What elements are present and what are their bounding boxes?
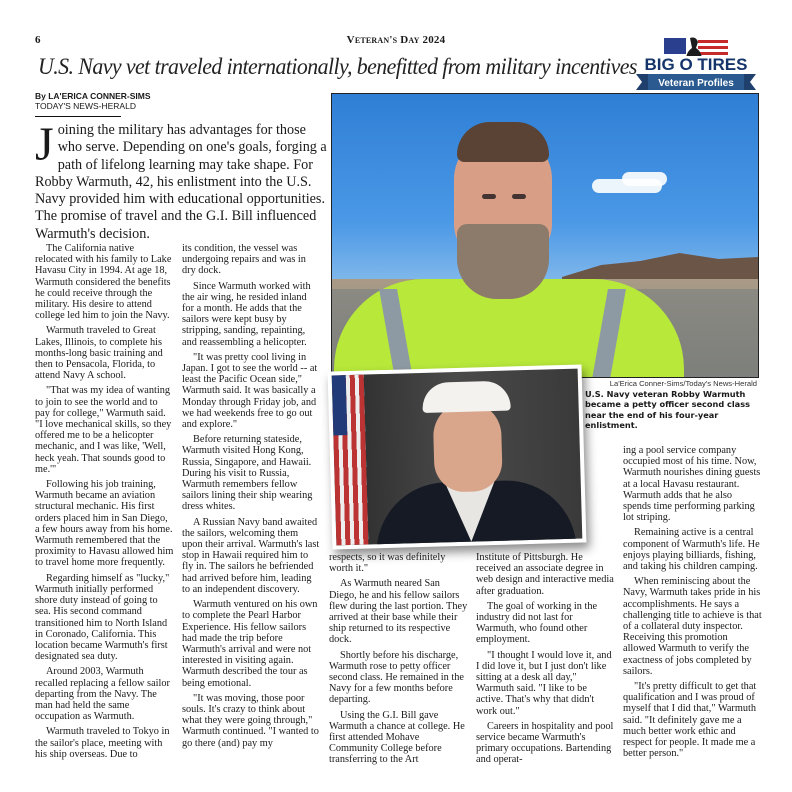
drop-cap: J: [35, 118, 54, 171]
paragraph: A Russian Navy band awaited the sailors, welcoming them upon their arrival. Warmuth's last stop in Hawaii required him to fly in. The sailors he befriended had arrived before him, leading to an independent discovery.: [182, 516, 320, 595]
photo-caption: U.S. Navy veteran Robby Warmuth became a petty officer second class near the end of his four-year enlistment.: [585, 389, 750, 431]
photo-credit: La'Erica Conner-Sims/Today's News-Herald: [609, 379, 757, 388]
paragraph: Following his job training, Warmuth became an aviation structural mechanic. His first orders placed him in San Diego, a few hours away from his home. Warmuth remembered that the proximity to Havasu allowed him to travel home more frequently.: [35, 479, 174, 569]
divider: [35, 116, 121, 117]
paragraph: The California native relocated with his family to Lake Havasu City in 1994. At age 18, Warmuth considered the benefits he could receive through the military. His desire to attend college led him to join the Navy.: [35, 243, 172, 322]
paragraph: "It's pretty difficult to get that qualification and I was proud of myself that I did that," Warmuth said. "It definitely gave me a much better work ethic and respect for people. It made me a better person.": [623, 681, 757, 760]
article-column-3: [329, 552, 468, 770]
svg-text:BIG O TIRES: BIG O TIRES: [644, 55, 748, 74]
paragraph: "It was pretty cool living in Japan. I got to see the world -- at least the Pacific Ocean side," Warmuth said. It was basically a Monday through Friday job, and we had weekends free to go out and explore.": [182, 351, 318, 431]
paragraph: ing a pool service company occupied most of his time. Now, Warmuth nourishes dining guests at a local Havasu restaurant. Warmuth adds that he also spends time performing parking lot striping.: [623, 445, 761, 524]
paragraph: Using the G.I. Bill gave Warmuth a chance at college. He first attended Mohave Community College before transferring to the Art: [329, 709, 465, 766]
author: By LA'ERICA CONNER-SIMS: [35, 91, 151, 101]
paragraph: Shortly before his discharge, Warmuth rose to petty officer second class. He remained in the Navy for a few months before departing.: [329, 649, 464, 706]
paragraph: "That was my idea of wanting to join to see the world and to pay for college," Warmuth said. "I love mechanical skills, so they offered me to be a helicopter mechanic, and I was like, 'Well, heck yeah. That sounds good to me.'": [35, 385, 172, 475]
headline: U.S. Navy vet traveled internationally, benefitted from military incentives: [38, 54, 637, 80]
paragraph: Before returning stateside, Warmuth visited Hong Kong, Russia, Singapore, and Hawaii. During his visit to Russia, Warmuth remembers fellow sailors lining their ship wearing dress whites.: [182, 434, 313, 513]
section-title: Veteran's Day 2024: [346, 34, 446, 46]
photo-robby-warmuth: [331, 93, 759, 378]
paragraph: Regarding himself as "lucky," Warmuth initially performed shore duty instead of going to sea. His second command transitioned him to North Island in Coronado, California. This location became Warmuth's first designated sea duty.: [35, 572, 170, 663]
paragraph: Remaining active is a central component of Warmuth's life. He enjoys playing billiards, fishing, and taking his children camping.: [623, 527, 760, 573]
paragraph: its condition, the vessel was undergoing repairs and was in dry dock.: [182, 243, 306, 277]
paragraph: Around 2003, Warmuth recalled replacing a fellow sailor departing from the Navy. The man had held the same occupation as Warmuth.: [35, 666, 170, 723]
paragraph: Warmuth traveled to Great Lakes, Illinois, to complete his months-long basic training and then to Pensacola, Florida, to attend Navy A school.: [35, 325, 163, 382]
paragraph: "It was moving, those poor souls. It's crazy to think about what they were going through," Warmuth continued. "I wanted to go there (and) pay my: [182, 692, 319, 749]
lede-text: oining the military has advantages for those who serve. Depending on one's goals, forging a path of lifelong learning may take shape. For Robby Warmuth, 42, his enlistment into the U.S. Navy provided him with educational opportunities. The promise of travel and the G.I. Bill influenced Warmuth's decision.: [35, 122, 327, 242]
paragraph: When reminiscing about the Navy, Warmuth takes pride in his accomplishments. He says a challenging title to achieve is that of a collateral duty inspector. Receiving this promotion allowed Warmuth to verify the exactness of jobs completed by sailors.: [623, 576, 762, 677]
lede-paragraph: [35, 118, 327, 243]
paragraph: Institute of Pittsburgh. He received an associate degree in web design and interactive media after graduation.: [476, 552, 614, 597]
byline: [35, 91, 151, 111]
photo-young-sailor-portrait: [328, 364, 587, 549]
article-column-2: [182, 243, 321, 753]
paragraph: The goal of working in the industry did not last for Warmuth, who found other employment.: [476, 600, 598, 646]
paragraph: Since Warmuth worked with the air wing, he resided inland for a month. He adds that the sailors were kept busy by stripping, sanding, repainting, and reassembling a helicopter.: [182, 280, 311, 348]
article-column-1: [35, 243, 174, 764]
outlet: TODAY'S NEWS-HERALD: [35, 101, 136, 111]
article-column-5: [623, 445, 762, 763]
page-number: 6: [35, 34, 41, 46]
paragraph: "I thought I would love it, and I did love it, but I just don't like sitting at a desk all day," Warmuth said. "I like to be active. That's why that didn't work out.": [476, 649, 612, 717]
big-o-tires-veteran-profiles-logo: [634, 36, 758, 92]
paragraph: Careers in hospitality and pool service became Warmuth's primary occupations. Bartending and operat-: [476, 720, 614, 766]
paragraph: respects, so it was definitely worth it.": [329, 552, 446, 575]
paragraph: As Warmuth neared San Diego, he and his fellow sailors flew during the last portion. They arrived at their base while their ship returned to its respective dock.: [329, 578, 468, 646]
paragraph: Warmuth ventured on his own to complete the Pearl Harbor Experience. His fellow sailors had made the trip before Warmuth's arrival and were not interested in visiting again. Warmuth described the tour as being emotional.: [182, 599, 318, 689]
paragraph: Warmuth traveled to Tokyo in the sailor's place, meeting with his ship overseas. Due to: [35, 726, 170, 760]
article-column-4: [476, 552, 615, 770]
flag-soldier-icon: [634, 36, 758, 92]
svg-text:Veteran Profiles: Veteran Profiles: [658, 78, 734, 89]
